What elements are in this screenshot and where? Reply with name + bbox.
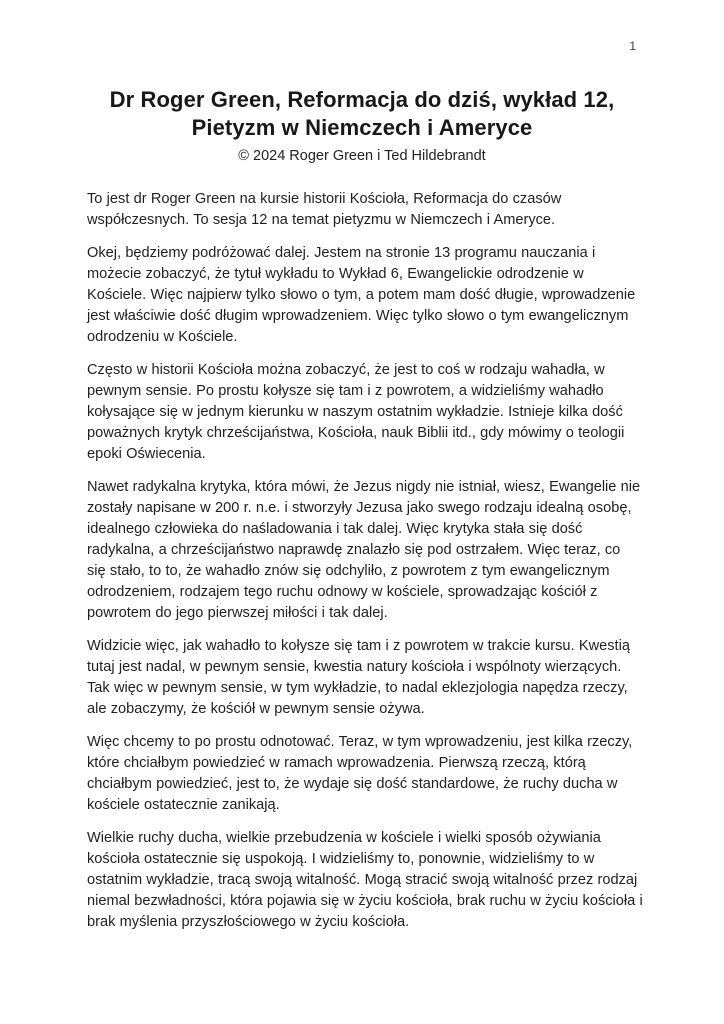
paragraph-4: Nawet radykalna krytyka, która mówi, że Jezus nigdy nie istniał, wiesz, Ewangelie nie zostały napisane w 200 r. n.e. i stworzyły Jezusa jako swego rodzaju idealną osobę, idealnego człowieka do naśladowania i tak dalej. Więc krytyka stała się dość radykalna, a chrześcijaństwo naprawdę znalazło się pod ostrzałem. Więc teraz, co się stało, to to, że wahadło znów się odchyliło, z powrotem z tym ewangelicznym odrodzeniem, rodzajem tego ruchu odnowy w kościele, sprowadzając kościół z powrotem do jego pierwszej miłości i tak dalej. (87, 479, 641, 621)
copyright-line: © 2024 Roger Green i Ted Hildebrandt (238, 148, 486, 164)
paragraph-1: To jest dr Roger Green na kursie historii Kościoła, Reformacja do czasów współczesnych. To sesja 12 na temat pietyzmu w Niemczech i Ameryce. (87, 191, 562, 228)
paragraph-7: Wielkie ruchy ducha, wielkie przebudzenia w kościele i wielki sposób ożywiania kościoła ostatecznie się uspokoją. I widzieliśmy to, ponownie, widzieliśmy to w ostatnim wykładzie, tracą swoją witalność. Mogą stracić swoją witalność przez rodzaj niemal bezwładności, która pojawia się w życiu kościoła, brak ruchu w życiu kościoła i brak myślenia przyszłościowego w życiu kościoła. (87, 830, 643, 930)
title-line-2: Pietyzm w Niemczech i Ameryce (191, 115, 533, 140)
page-number: 1 (629, 39, 636, 53)
paragraph-5: Widzicie więc, jak wahadło to kołysze się tam i z powrotem w trakcie kursu. Kwestią tutaj jest nadal, w pewnym sensie, kwestia natury kościoła i wspólnoty wierzących. Tak więc w pewnym sensie, w tym wykładzie, to nadal eklezjologia napędza rzeczy, ale zobaczymy, że kościół w pewnym sensie ożywa. (87, 638, 630, 717)
document-title (0, 86, 724, 142)
document-header (0, 0, 724, 166)
paragraph-6: Więc chcemy to po prostu odnotować. Teraz, w tym wprowadzeniu, jest kilka rzeczy, które chciałbym powiedzieć w ramach wprowadzenia. Pierwszą rzeczą, którą chciałbym powiedzieć, jest to, że wydaje się dość standardowe, że ruchy ducha w kościele ostatecznie zanikają. (87, 734, 633, 813)
paragraph-3: Często w historii Kościoła można zobaczyć, że jest to coś w rodzaju wahadła, w pewnym sensie. Po prostu kołysze się tam i z powrotem, a widzieliśmy wahadło kołysające się w jednym kierunku w naszym ostatnim wykładzie. Istnieje kilka dość poważnych krytyk chrześcijaństwa, Kościoła, nauk Biblii itd., gdy mówimy o teologii epoki Oświecenia. (87, 362, 625, 462)
paragraph-2: Okej, będziemy podróżować dalej. Jestem na stronie 13 programu nauczania i możecie zobaczyć, że tytuł wykładu to Wykład 6, Ewangelickie odrodzenie w Kościele. Więc najpierw tylko słowo o tym, a potem mam dość długie, wprowadzenie jest właściwie dość długim wprowadzeniem. Więc tylko słowo o tym ewangelicznym odrodzeniu w Kościele. (87, 245, 636, 345)
document-body (87, 189, 643, 933)
title-line-1: Dr Roger Green, Reformacja do dziś, wykład 12, (109, 87, 615, 112)
